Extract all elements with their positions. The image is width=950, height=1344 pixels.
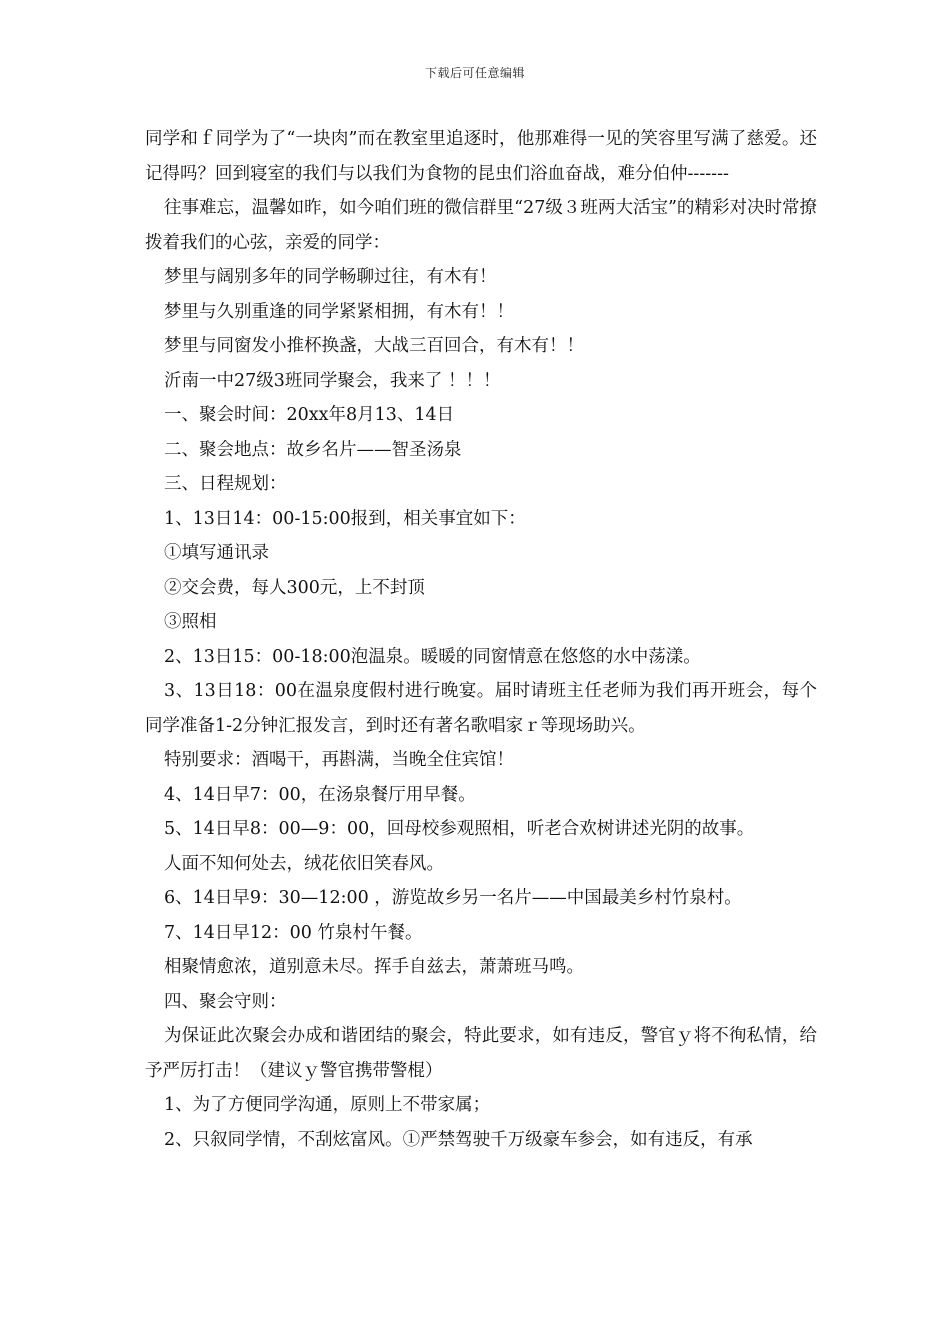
paragraph: ③照相: [164, 612, 217, 632]
paragraph: 三、日程规划：: [164, 474, 287, 494]
paragraph: 同学和ｆ同学为了“一块肉”而在教室里追逐时，他那难得一见的笑容里写满了慈爱。还记得吗？回到寝室的我们与以我们为食物的昆虫们浴血奋战，难分伯仲-------: [145, 129, 817, 184]
paragraph: 一、聚会时间：20xx年8月13、14日: [164, 405, 455, 425]
paragraph: 7、14日早12：00 竹泉村午餐。: [164, 922, 423, 943]
paragraph: ②交会费，每人300元，上不封顶: [164, 577, 425, 598]
paragraph: 为保证此次聚会办成和谐团结的聚会，特此要求，如有违反，警官ｙ将不徇私情，给予严厉打击！（建议ｙ警官携带警棍）: [145, 1026, 817, 1081]
paragraph: 1、为了方便同学沟通，原则上不带家属；: [164, 1095, 491, 1115]
paragraph: 4、14日早7：00，在汤泉餐厅用早餐。: [164, 784, 476, 805]
paragraph: 沂南一中27级3班同学聚会，我来了 ！！！: [164, 370, 501, 391]
document-body: [145, 122, 817, 1157]
paragraph: 人面不知何处去，绒花依旧笑春风。: [164, 853, 444, 874]
paragraph: 四、聚会守则：: [164, 991, 287, 1012]
paragraph: 3、13日18：00在温泉度假村进行晚宴。届时请班主任老师为我们再开班会，每个同学准备1-2分钟汇报发言，到时还有著名歌唱家ｒ等现场助兴。: [145, 681, 817, 736]
paragraph: 1、13日14：00-15:00报到，相关事宜如下：: [164, 508, 526, 529]
page-header: 下载后可任意编辑: [424, 66, 525, 80]
paragraph: 6、14日早9：30—12:00 ，游览故乡另一名片——中国最美乡村竹泉村。: [164, 888, 742, 908]
paragraph: 梦里与阔别多年的同学畅聊过往，有木有！: [164, 267, 497, 287]
paragraph: 二、聚会地点：故乡名片——智圣汤泉: [164, 439, 462, 460]
paragraph: 2、只叙同学情，不刮炫富风。①严禁驾驶千万级豪车参会，如有违反，有承: [164, 1129, 753, 1150]
paragraph: 往事难忘，温馨如昨，如今咱们班的微信群里“27级３班两大活宝”的精彩对决时常撩拨着我们的心弦，亲爱的同学：: [145, 198, 817, 253]
paragraph: 梦里与同窗发小推杯换盏，大战三百回合，有木有！！: [164, 336, 584, 356]
paragraph: 特别要求：酒喝干，再斟满，当晚全住宾馆！: [164, 750, 514, 770]
paragraph: 5、14日早8：00—9：00，回母校参观照相，听老合欢树讲述光阴的故事。: [164, 819, 755, 839]
paragraph: ①填写通讯录: [164, 543, 269, 563]
paragraph: 相聚情愈浓，道别意未尽。挥手自兹去，萧萧班马鸣。: [164, 957, 584, 977]
paragraph: 2、13日15：00-18:00泡温泉。暖暖的同窗情意在悠悠的水中荡漾。: [164, 646, 701, 667]
paragraph: 梦里与久别重逢的同学紧紧相拥，有木有！！: [164, 301, 514, 322]
